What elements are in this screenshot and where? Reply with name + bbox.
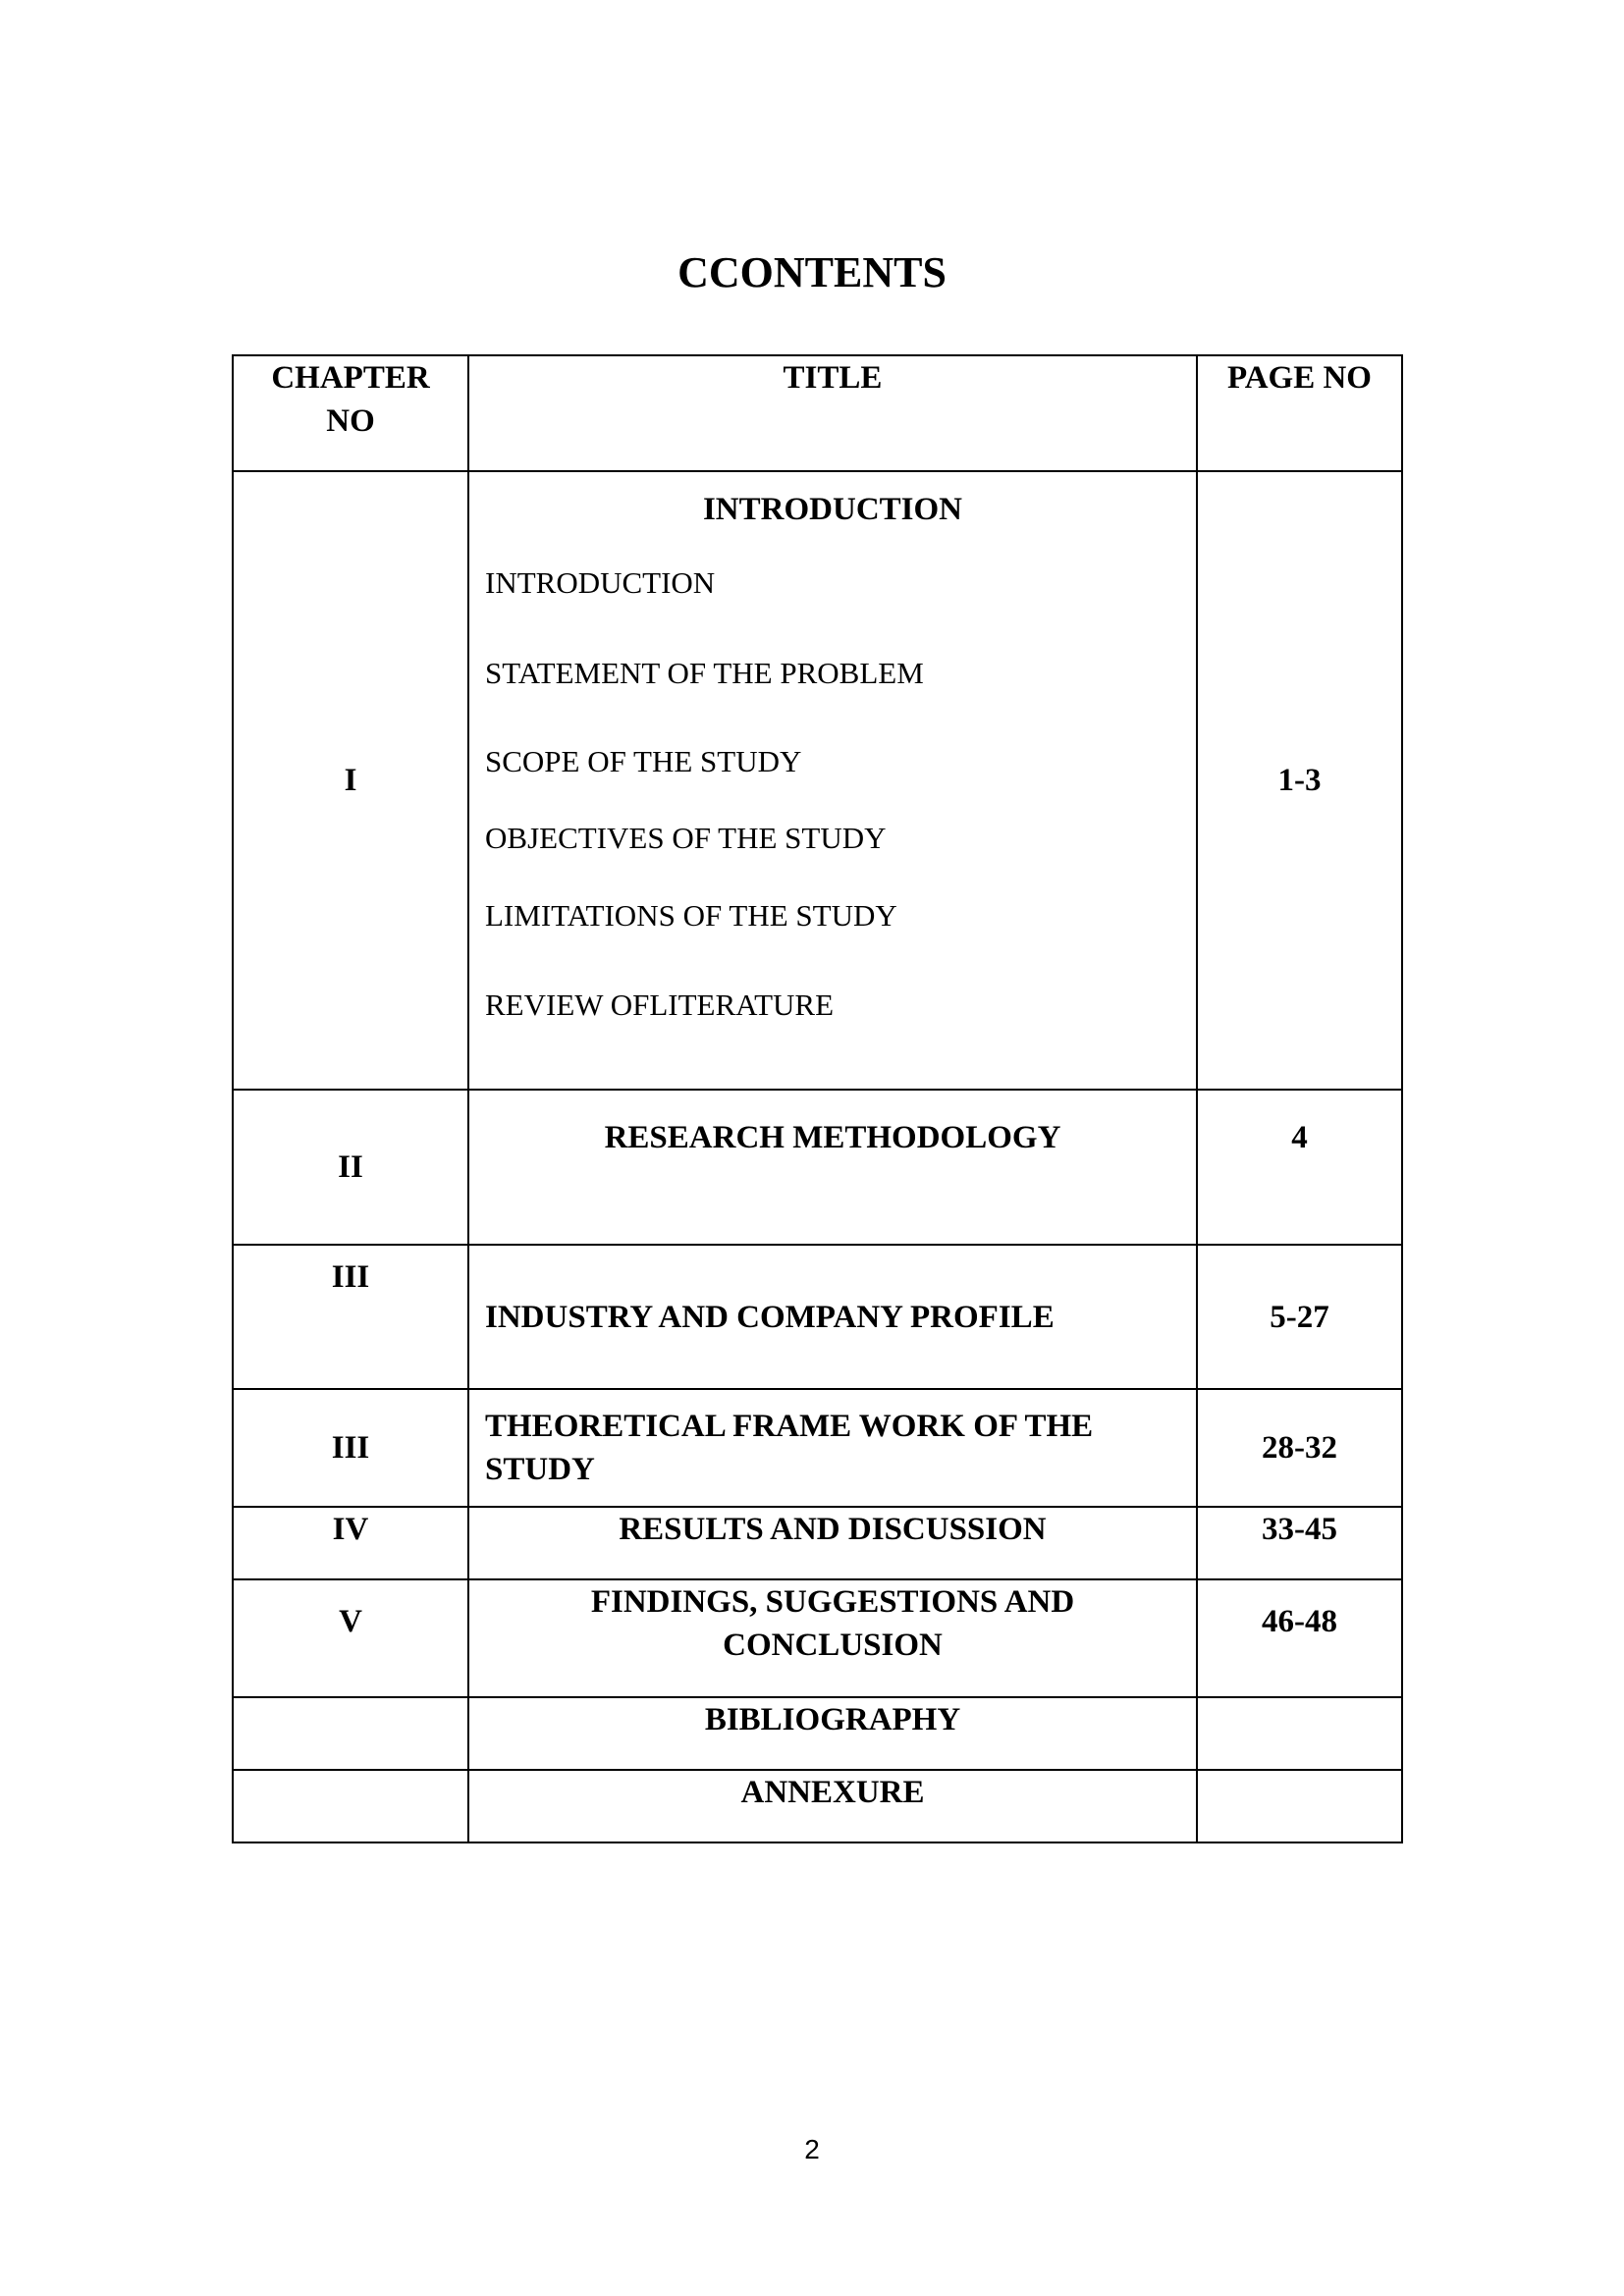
list-item: SCOPE OF THE STUDY: [485, 744, 802, 778]
contents-table: [232, 354, 1403, 1843]
chapter-cell: III: [233, 1389, 468, 1507]
page-cell: 5-27: [1197, 1245, 1402, 1389]
title-cell: BIBLIOGRAPHY: [468, 1697, 1197, 1770]
page-title: CCONTENTS: [677, 248, 947, 296]
header-page-no: PAGE NO: [1197, 355, 1402, 471]
title-cell: [468, 471, 1197, 1090]
chapter-cell: I: [233, 471, 468, 1090]
page-cell: 28-32: [1197, 1389, 1402, 1507]
chapter-cell: IV: [233, 1507, 468, 1579]
list-item: OBJECTIVES OF THE STUDY: [485, 821, 887, 855]
chapter-cell: [233, 1697, 468, 1770]
chapter-heading: INTRODUCTION: [702, 492, 963, 527]
table-row: [233, 1090, 1402, 1245]
list-item: REVIEW OFLITERATURE: [485, 988, 835, 1022]
table-row: [233, 1770, 1402, 1842]
chapter-cell: II: [233, 1090, 468, 1245]
page-cell: [1197, 1697, 1402, 1770]
title-cell: ANNEXURE: [468, 1770, 1197, 1842]
title-cell: RESULTS AND DISCUSSION: [468, 1507, 1197, 1579]
list-item: LIMITATIONS OF THE STUDY: [485, 898, 897, 933]
page-cell: 1-3: [1197, 471, 1402, 1090]
page-cell: 33-45: [1197, 1507, 1402, 1579]
chapter-cell: III: [233, 1245, 468, 1389]
page-number: 2: [804, 2134, 820, 2164]
list-item: INTRODUCTION: [485, 565, 716, 600]
chapter-cell: [233, 1770, 468, 1842]
table-row: [233, 1389, 1402, 1507]
title-cell: THEORETICAL FRAME WORK OF THE STUDY: [468, 1389, 1197, 1507]
title-cell: FINDINGS, SUGGESTIONS AND CONCLUSION: [468, 1579, 1197, 1697]
table-row: [233, 1245, 1402, 1389]
chapter-cell: V: [233, 1579, 468, 1697]
title-cell: INDUSTRY AND COMPANY PROFILE: [468, 1245, 1197, 1389]
title-cell: RESEARCH METHODOLOGY: [468, 1090, 1197, 1245]
table-row: [233, 471, 1402, 1090]
header-title: TITLE: [468, 355, 1197, 471]
page-cell: [1197, 1770, 1402, 1842]
table-row: [233, 1697, 1402, 1770]
table-row: [233, 1579, 1402, 1697]
page-cell: 46-48: [1197, 1579, 1402, 1697]
header-chapter-no: CHAPTER NO: [233, 355, 468, 471]
table-row: [233, 1507, 1402, 1579]
list-item: STATEMENT OF THE PROBLEM: [485, 656, 924, 690]
table-header-row: [233, 355, 1402, 471]
page-cell: 4: [1197, 1090, 1402, 1245]
